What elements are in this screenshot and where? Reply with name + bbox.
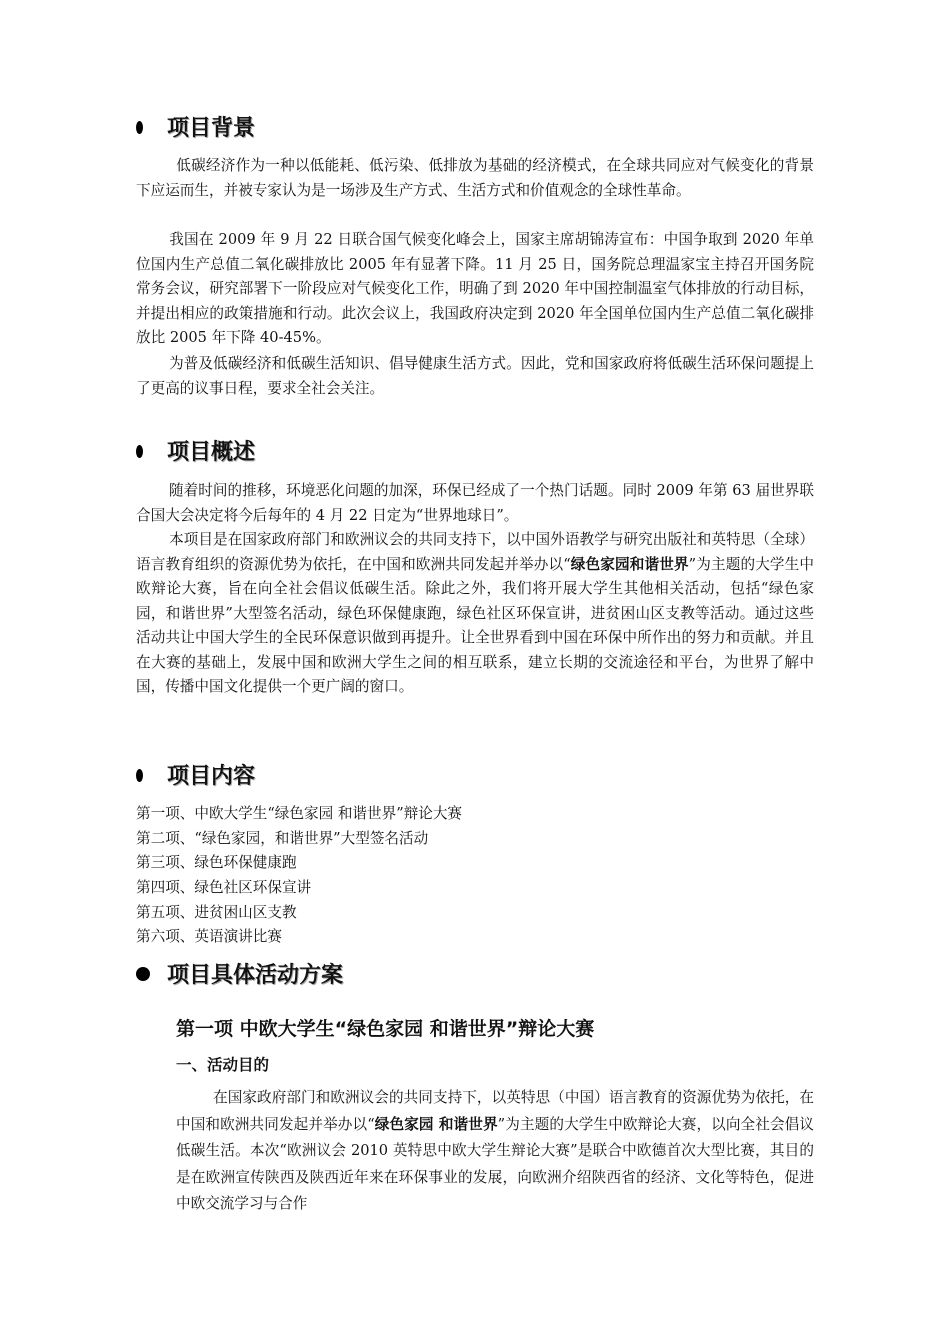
theme-bold-text: 绿色家园 和谐世界: [374, 1115, 498, 1133]
bullet-icon: [136, 121, 143, 134]
bullet-icon: [136, 967, 150, 981]
overview-paragraph-2: 本项目是在国家政府部门和欧洲议会的共同支持下，以中国外语教学与研究出版社和英特思（全球）语言教育组织的资源优势为依托，在中国和欧洲共同发起并举办以“绿色家园和谐世界”为主题的大学生中欧辩论大赛，旨在向全社会倡议低碳生活。除此之外，我们将开展大学生其他相关活动，包括“绿色家园，和谐世界”大型签名活动，绿色环保健康跑，绿色社区环保宣讲，进贫困山区支教等活动。通过这些活动共让中国大学生的全民环保意识做到再提升。让全世界看到中国在环保中所作出的努力和贡献。并且在大赛的基础上，发展中国和欧洲大学生之间的相互联系，建立长期的交流途径和平台，为世界了解中国，传播中国文化提供一个更广阔的窗口。: [136, 531, 814, 695]
background-paragraph-1: 低碳经济作为一种以低能耗、低污染、低排放为基础的经济模式，在全球共同应对气候变化的背景下应运而生，并被专家认为是一场涉及生产方式、生活方式和价值观念的全球性革命。: [136, 157, 814, 199]
background-paragraph-2: 我国在 2009 年 9 月 22 日联合国气候变化峰会上，国家主席胡锦涛宣布：中国争取到 2020 年单位国内生产总值二氧化碳排放比 2005 年有显著下降。11 月 25 日，国务院总理温家宝主持召开国务院常务会议，研究部署下一阶段应对气候变化工作，明确了到 2020 年中国控制温室气体排放的行动目标，并提出相应的政策措施和行动。此次会议上，我国政府决定到 2020 年全国单位国内生产总值二氧化碳排放比 2005 年下降 40-45%。: [136, 231, 814, 346]
overview-paragraph-1: 随着时间的推移，环境恶化问题的加深，环保已经成了一个热门话题。同时 2009 年第 63 届世界联合国大会决定将今后每年的 4 月 22 日定为“世界地球日”。: [136, 482, 814, 524]
list-item: 第四项、绿色社区环保宣讲: [136, 879, 312, 897]
bullet-icon: [136, 445, 143, 458]
list-item: 第一项、中欧大学生“绿色家园 和谐世界”辩论大赛: [136, 805, 463, 822]
background-paragraph-3: 为普及低碳经济和低碳生活知识、倡导健康生活方式。因此，党和国家政府将低碳生活环保问题提上了更高的议事日程，要求全社会关注。: [136, 355, 814, 397]
section-heading-content: 项目内容: [136, 762, 255, 792]
section-heading-background: 项目背景: [136, 114, 255, 144]
sub-heading-debate: 第一项 中欧大学生“绿色家园 和谐世界”辩论大赛: [176, 1018, 595, 1040]
purpose-paragraph: 在国家政府部门和欧洲议会的共同支持下，以英特思（中国）语言教育的资源优势为依托，在中国和欧洲共同发起并举办以“绿色家园 和谐世界”为主题的大学生中欧辩论大赛，以向全社会倡议低碳生活。本次“欧洲议会 2010 英特思中欧大学生辩论大赛”是联合中欧德首次大型比赛，其目的是在欧洲宣传陕西及陕西近年来在环保事业的发展，向欧洲介绍陕西省的经济、文化等特色，促进中欧交流学习与合作: [176, 1089, 814, 1212]
content-list: [136, 802, 462, 950]
section-heading-plan: 项目具体活动方案: [136, 961, 343, 991]
list-item: 第二项、“绿色家园，和谐世界”大型签名活动: [136, 829, 429, 847]
theme-bold-text: 绿色家园和谐世界: [570, 555, 689, 573]
purpose-heading: 一、活动目的: [176, 1056, 270, 1074]
list-item: 第三项、绿色环保健康跑: [136, 854, 297, 872]
list-item: 第六项、英语演讲比赛: [136, 928, 282, 946]
section-heading-overview: 项目概述: [136, 438, 255, 468]
list-item: 第五项、进贫困山区支教: [136, 903, 297, 921]
bullet-icon: [136, 769, 143, 782]
